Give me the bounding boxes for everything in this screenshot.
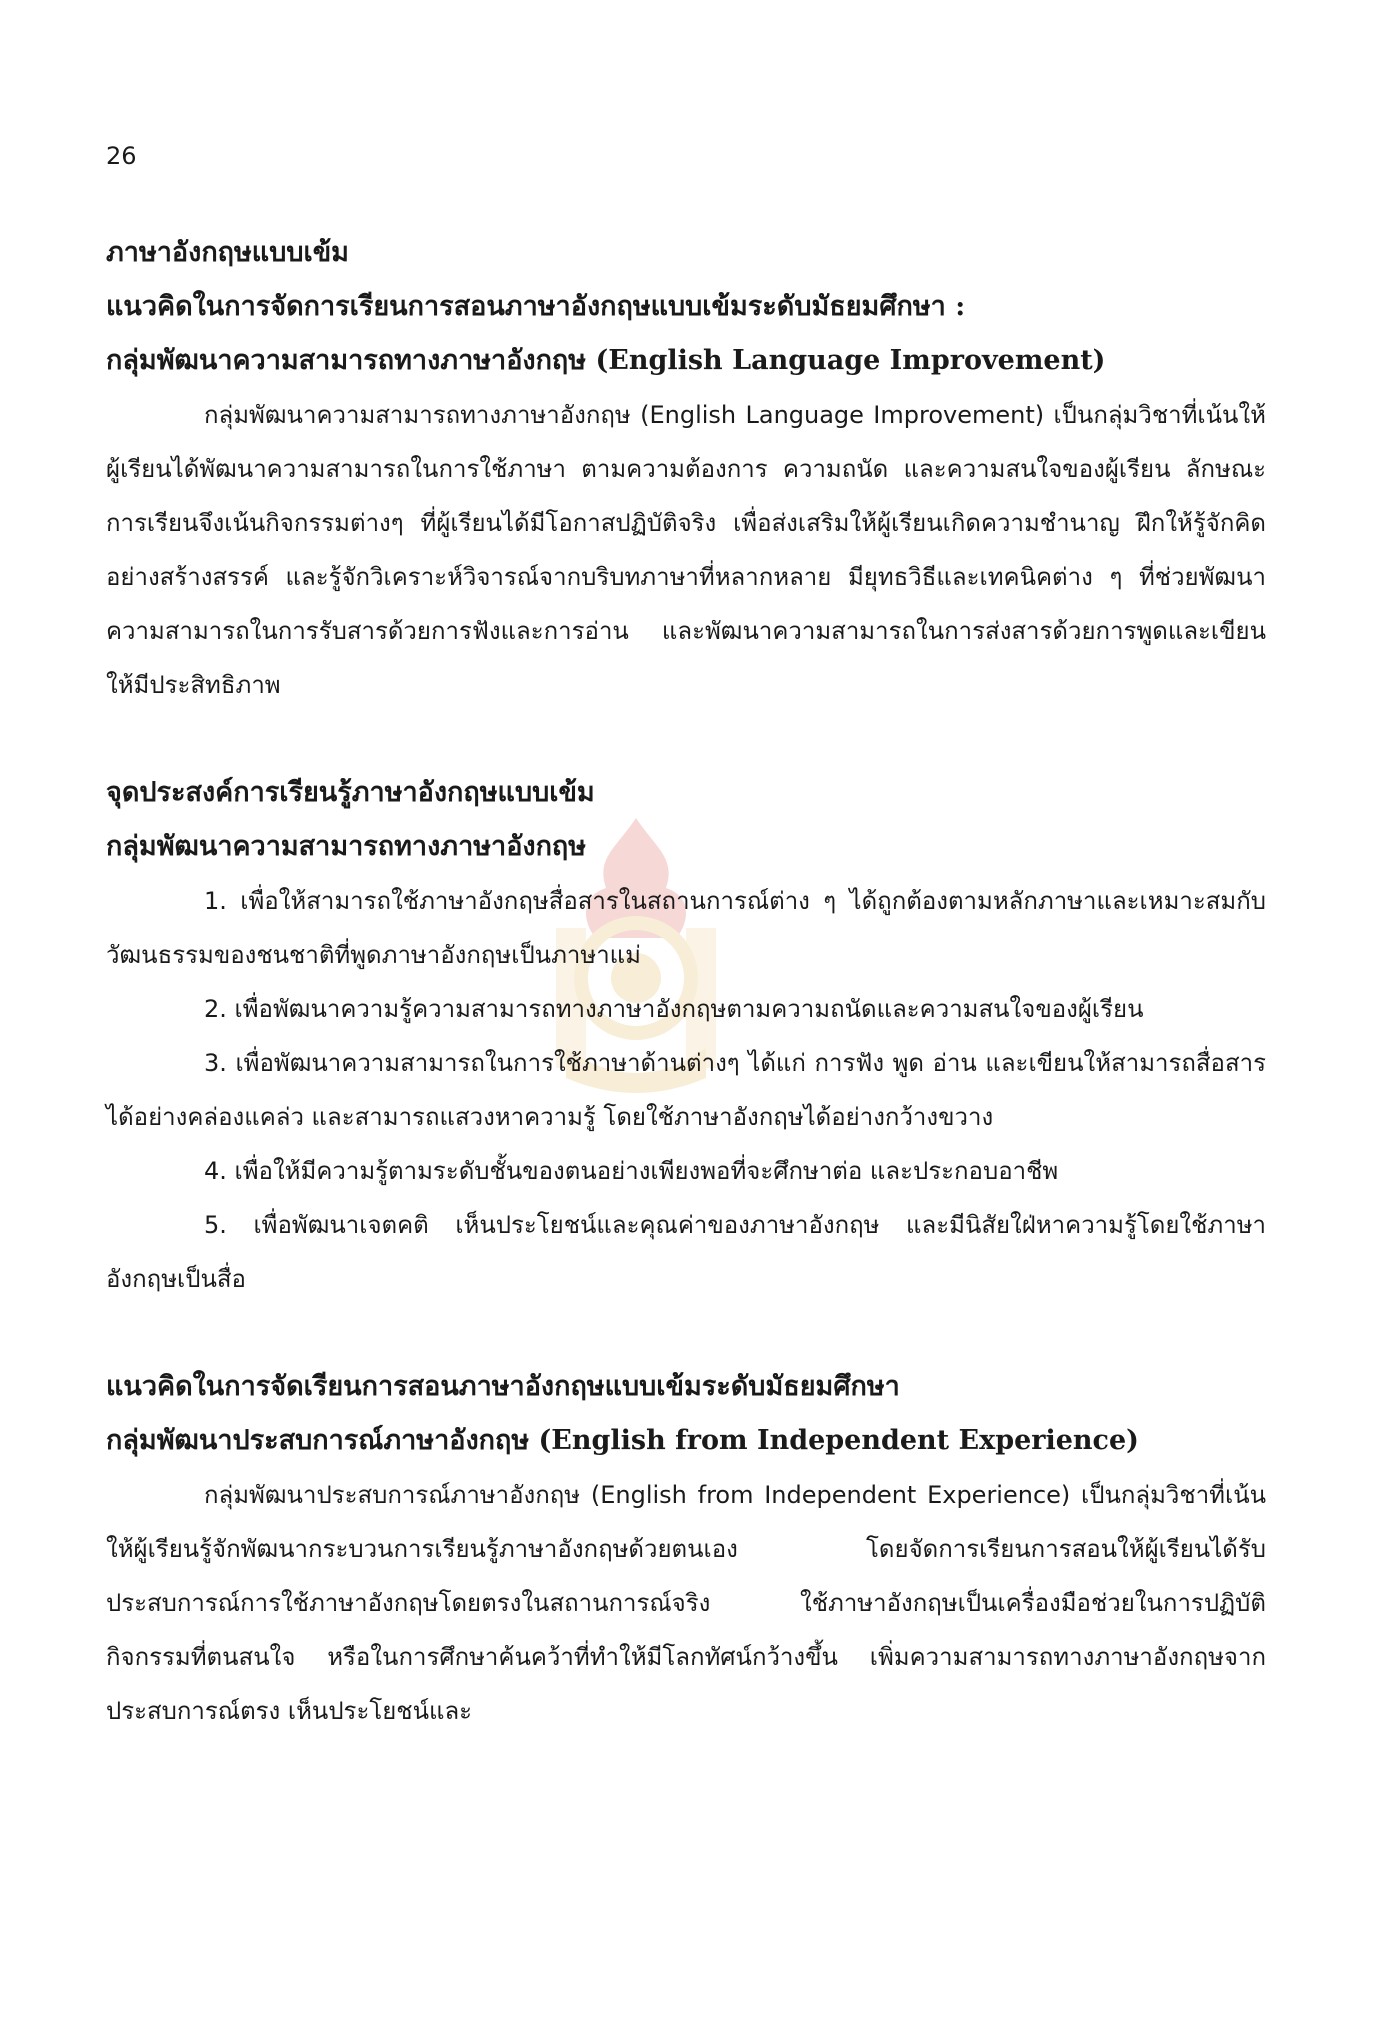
page-number: 26: [106, 142, 137, 170]
section-subtitle: กลุ่มพัฒนาความสามารถทางภาษาอังกฤษ: [106, 831, 587, 862]
section-objectives: [106, 766, 1266, 1306]
section-subtitle-group: กลุ่มพัฒนาความสามารถทางภาษาอังกฤษ (English Language Improvement): [106, 345, 1106, 376]
objective-item: 1. เพื่อให้สามารถใช้ภาษาอังกฤษสื่อสารในสถานการณ์ต่าง ๆ ได้ถูกต้องตามหลักภาษาและเหมาะสมกับวัฒนธรรมของชนชาติที่พูดภาษาอังกฤษเป็นภาษาแม่: [106, 887, 1266, 969]
section-subtitle-group: กลุ่มพัฒนาประสบการณ์ภาษาอังกฤษ (English from Independent Experience): [106, 1425, 1139, 1456]
objective-item: 2. เพื่อพัฒนาความรู้ความสามารถทางภาษาอังกฤษตามความถนัดและความสนใจของผู้เรียน: [204, 995, 1144, 1023]
section-title: จุดประสงค์การเรียนรู้ภาษาอังกฤษแบบเข้ม: [106, 777, 595, 808]
section-intensive-english: [106, 226, 1266, 712]
section-independent-experience: [106, 1360, 1266, 1738]
section-title: แนวคิดในการจัดเรียนการสอนภาษาอังกฤษแบบเข้มระดับมัธยมศึกษา: [106, 1371, 900, 1402]
body-paragraph: กลุ่มพัฒนาความสามารถทางภาษาอังกฤษ (English Language Improvement) เป็นกลุ่มวิชาที่เน้นให้ผู้เรียนได้พัฒนาความสามารถในการใช้ภาษา ตามความต้องการ ความถนัด และความสนใจของผู้เรียน ลักษณะการเรียนจึงเน้นกิจกรรมต่างๆ ที่ผู้เรียนได้มีโอกาสปฏิบัติจริง เพื่อส่งเสริมให้ผู้เรียนเกิดความชำนาญ ฝึกให้รู้จักคิดอย่างสร้างสรรค์ และรู้จักวิเคราะห์วิจารณ์จากบริบทภาษาที่หลากหลาย มียุทธวิธีและเทคนิคต่าง ๆ ที่ช่วยพัฒนาความสามารถในการรับสารด้วยการฟังและการอ่าน และพัฒนาความสามารถในการส่งสารด้วยการพูดและเขียนให้มีประสิทธิภาพ: [106, 401, 1266, 699]
objective-item: 4. เพื่อให้มีความรู้ตามระดับชั้นของตนอย่างเพียงพอที่จะศึกษาต่อ และประกอบอาชีพ: [204, 1157, 1059, 1185]
body-paragraph: กลุ่มพัฒนาประสบการณ์ภาษาอังกฤษ (English from Independent Experience) เป็นกลุ่มวิชาที่เน้นให้ผู้เรียนรู้จักพัฒนากระบวนการเรียนรู้ภาษาอังกฤษด้วยตนเอง โดยจัดการเรียนการสอนให้ผู้เรียนได้รับประสบการณ์การใช้ภาษาอังกฤษโดยตรงในสถานการณ์จริง ใช้ภาษาอังกฤษเป็นเครื่องมือช่วยในการปฏิบัติกิจกรรมที่ตนสนใจ หรือในการศึกษาค้นคว้าที่ทำให้มีโลกทัศน์กว้างขึ้น เพิ่มความสามารถทางภาษาอังกฤษจากประสบการณ์ตรง เห็นประโยชน์และ: [106, 1481, 1266, 1725]
objective-item: 5. เพื่อพัฒนาเจตคติ เห็นประโยชน์และคุณค่าของภาษาอังกฤษ และมีนิสัยใฝ่หาความรู้โดยใช้ภาษาอังกฤษเป็นสื่อ: [106, 1211, 1266, 1293]
page-content: [106, 226, 1266, 1738]
section-title: ภาษาอังกฤษแบบเข้ม: [106, 237, 349, 268]
section-subtitle: แนวคิดในการจัดการเรียนการสอนภาษาอังกฤษแบบเข้มระดับมัธยมศึกษา :: [106, 291, 966, 322]
objective-item: 3. เพื่อพัฒนาความสามารถในการใช้ภาษาด้านต่างๆ ได้แก่ การฟัง พูด อ่าน และเขียนให้สามารถสื่อสารได้อย่างคล่องแคล่ว และสามารถแสวงหาความรู้ โดยใช้ภาษาอังกฤษได้อย่างกว้างขวาง: [106, 1049, 1266, 1131]
